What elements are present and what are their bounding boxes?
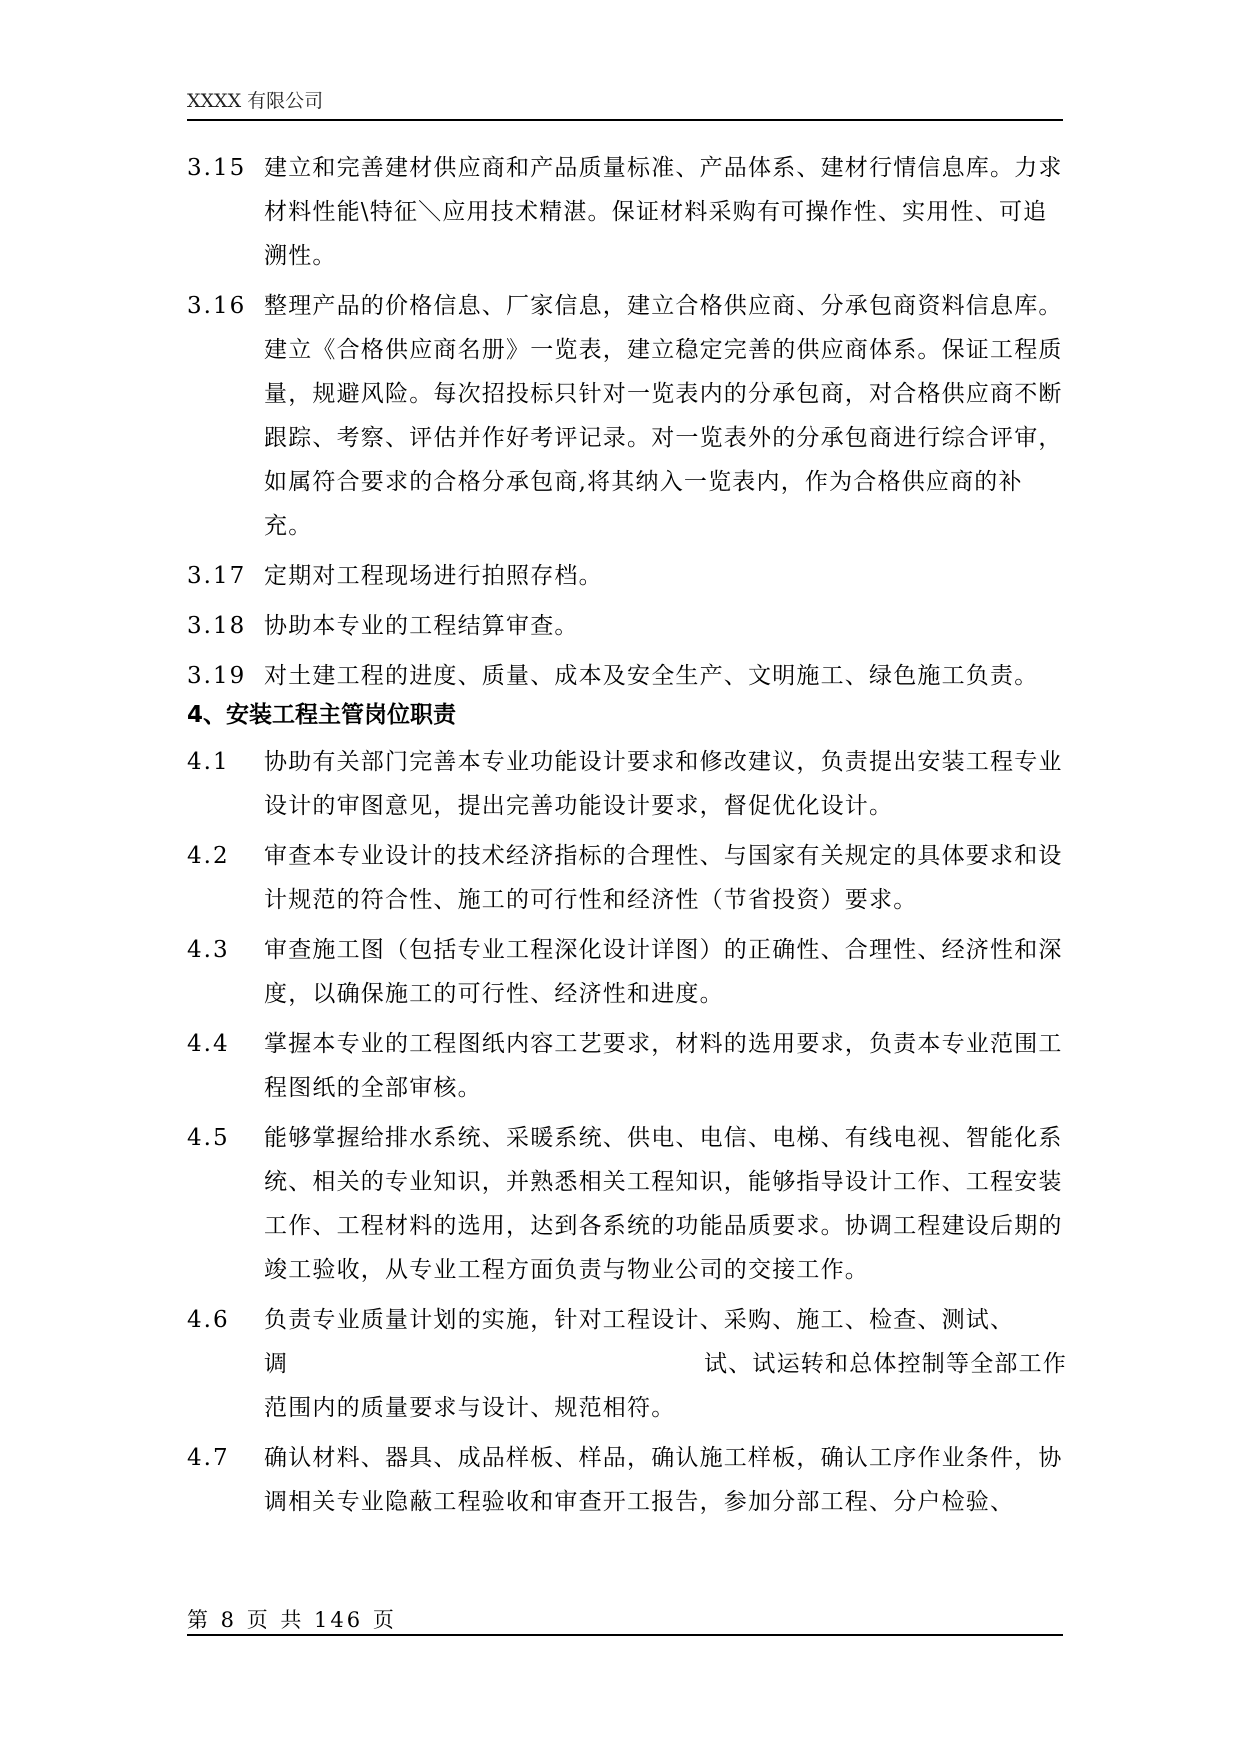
clause-4-2 [187,834,1067,922]
clause-line-right: 试、试运转和总体控制等全部工作 [704,1351,1067,1377]
clause-4-4 [187,1022,1067,1110]
clause-number: 4.3 [187,937,230,963]
page-footer: 第 8 页 共 146 页 [187,1608,397,1632]
clause-4-1 [187,740,1067,828]
clause-3-15 [187,146,1067,278]
page-header: XXXX 有限公司 [187,90,324,112]
clause-text: 掌握本专业的工程图纸内容工艺要求，材料的选用要求，负责本专业范围工程图纸的全部审核。 [264,1031,1063,1101]
clause-4-5 [187,1116,1067,1292]
clause-number: 3.15 [187,155,247,181]
clause-3-17 [187,554,1067,598]
clause-text: 整理产品的价格信息、厂家信息，建立合格供应商、分承包商资料信息库。建立《合格供应商名册》一览表，建立稳定完善的供应商体系。保证工程质量，规避风险。每次招投标只针对一览表内的分承包商，对合格供应商不断跟踪、考察、评估并作好考评记录。对一览表外的分承包商进行综合评审，如属符合要求的合格分承包商,将其纳入一览表内，作为合格供应商的补充。 [264,293,1063,539]
clause-4-7 [187,1436,1067,1524]
clause-text: 审查本专业设计的技术经济指标的合理性、与国家有关规定的具体要求和设计规范的符合性、施工的可行性和经济性（节省投资）要求。 [264,843,1063,913]
clause-number: 3.17 [187,563,247,589]
clause-4-6 [187,1298,1067,1430]
clause-line: 负责专业质量计划的实施，针对工程设计、采购、施工、检查、测试、 [264,1307,1015,1333]
clause-line-spaced [264,1342,1067,1386]
clause-3-16 [187,284,1067,548]
clause-text: 对土建工程的进度、质量、成本及安全生产、文明施工、绿色施工负责。 [264,663,1039,689]
clause-number: 3.18 [187,613,247,639]
footer-divider [187,1634,1063,1636]
clause-number: 4.2 [187,843,230,869]
clause-text: 协助本专业的工程结算审查。 [264,613,579,639]
document-body [187,146,1067,1530]
clause-4-3 [187,928,1067,1016]
clause-text: 审查施工图（包括专业工程深化设计详图）的正确性、合理性、经济性和深度，以确保施工的可行性、经济性和进度。 [264,937,1063,1007]
clause-number: 4.1 [187,749,230,775]
clause-text: 定期对工程现场进行拍照存档。 [264,563,603,589]
clause-line-left: 调 [264,1351,289,1377]
clause-number: 3.19 [187,663,247,689]
header-divider [187,119,1063,121]
clause-text: 确认材料、器具、成品样板、样品，确认施工样板，确认工序作业条件，协调相关专业隐蔽工程验收和审查开工报告，参加分部工程、分户检验、 [264,1445,1063,1515]
clause-text: 能够掌握给排水系统、采暖系统、供电、电信、电梯、有线电视、智能化系统、相关的专业知识，并熟悉相关工程知识，能够指导设计工作、工程安装工作、工程材料的选用，达到各系统的功能品质要求。协调工程建设后期的竣工验收，从专业工程方面负责与物业公司的交接工作。 [264,1125,1063,1283]
clause-number: 4.5 [187,1125,230,1151]
clause-number: 4.6 [187,1307,230,1333]
clause-text: 建立和完善建材供应商和产品质量标准、产品体系、建材行情信息库。力求材料性能\特征＼应用技术精湛。保证材料采购有可操作性、实用性、可追溯性。 [264,155,1063,269]
clause-line: 范围内的质量要求与设计、规范相符。 [264,1395,676,1421]
clause-number: 4.4 [187,1031,230,1057]
clause-number: 3.16 [187,293,247,319]
clause-number: 4.7 [187,1445,230,1471]
clause-text-block [264,1298,1067,1430]
clause-text: 协助有关部门完善本专业功能设计要求和修改建议，负责提出安装工程专业设计的审图意见，提出完善功能设计要求，督促优化设计。 [264,749,1063,819]
clause-3-19 [187,654,1067,698]
clause-3-18 [187,604,1067,648]
section-heading: 4、安装工程主管岗位职责 [187,702,457,728]
